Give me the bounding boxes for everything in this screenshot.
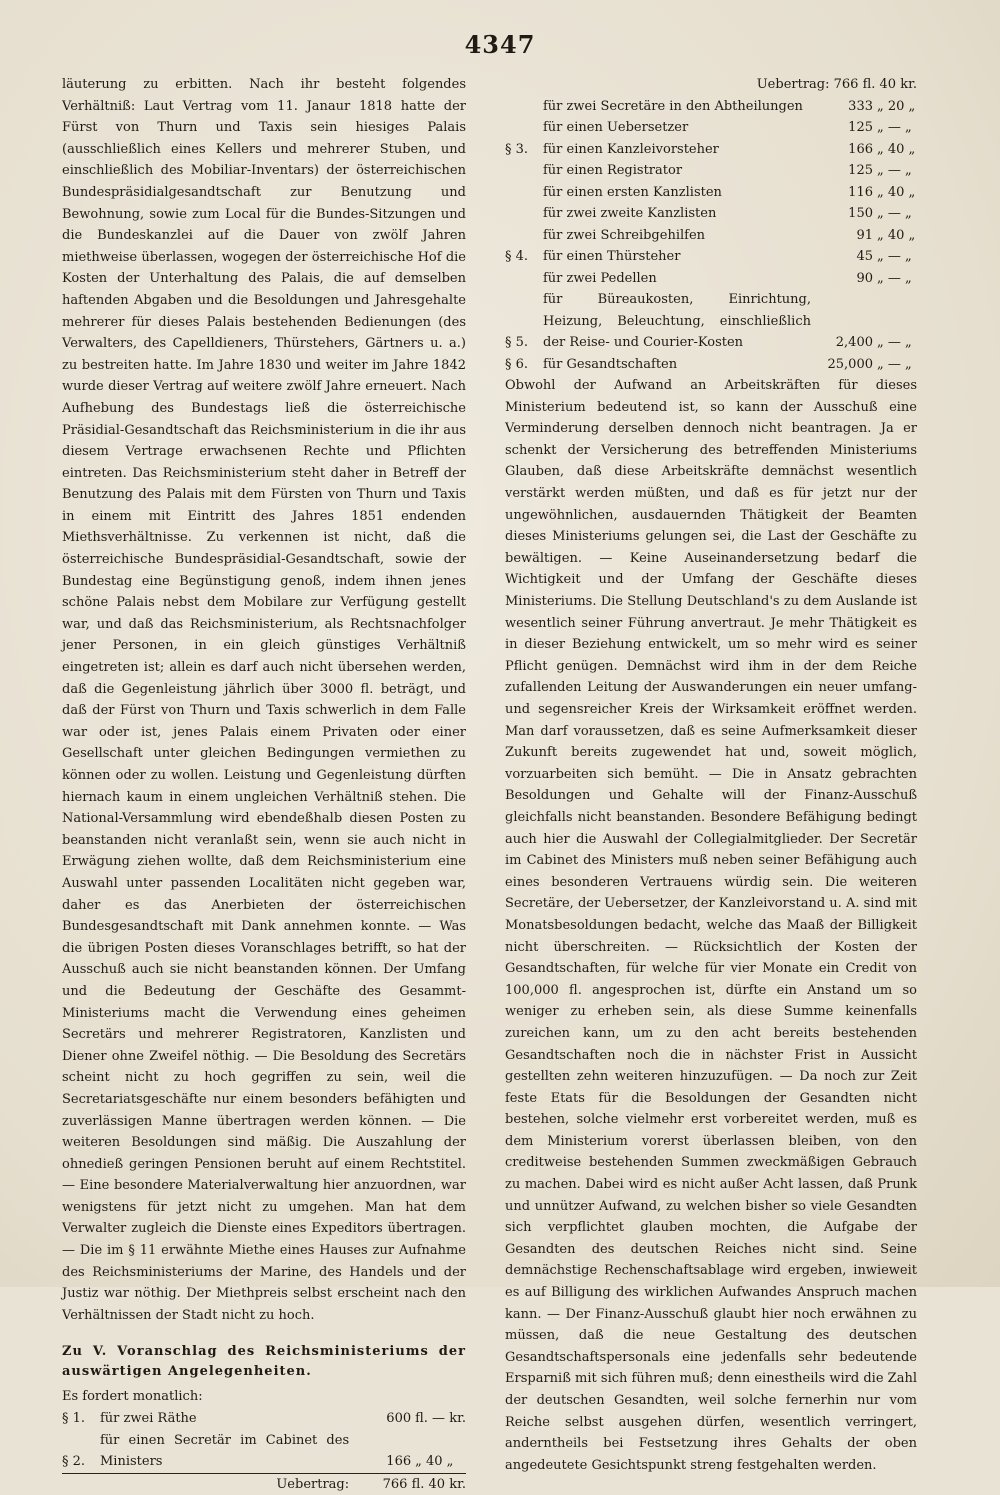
carry-value: 766 fl. 40 kr. [349,1473,466,1495]
budget-amount: 116 [848,184,873,200]
paragraph-number: § 2. [62,1454,86,1470]
paragraph-number [505,96,543,118]
budget-label: für zwei Schreibgehilfen [543,227,706,243]
left-budget-table [62,1408,466,1495]
paragraph-number: § 1. [62,1411,86,1427]
budget-label: für einen Uebersetzer [543,120,689,136]
left-column [62,74,466,1495]
budget-unit: „ 40 „ [877,184,916,200]
budget-row [505,96,917,118]
budget-row [505,354,917,376]
budget-amount: 25,000 [827,356,873,372]
budget-unit: „ — „ [877,120,912,136]
budget-unit: „ 40 „ [877,227,916,243]
budget-unit: „ — „ [877,206,912,222]
budget-unit: „ 40 „ [415,1454,454,1470]
section-heading: Zu V. Voranschlag des Reichsministeriums der auswärtigen Angelegenheiten. [62,1344,466,1380]
budget-label: für einen Registrator [543,163,683,179]
budget-label: für zwei Secretäre in den Abtheilungen [543,98,803,114]
budget-unit: „ — „ [877,356,912,372]
paragraph-number [505,203,543,225]
budget-row [62,1408,466,1430]
budget-unit: fl. — kr. [415,1411,466,1427]
budget-row [505,117,917,139]
budget-label: für Gesandtschaften [543,356,678,372]
budget-label: für einen Thürsteher [543,249,681,265]
right-budget-table [505,96,917,376]
paragraph-number [505,182,543,204]
budget-label: für zwei Räthe [100,1411,197,1427]
budget-amount: 91 [856,227,873,243]
budget-amount: 125 [848,163,873,179]
paragraph-number [505,225,543,247]
budget-label: für zwei Pedellen [543,270,657,286]
budget-label: für einen Secretär im Cabinet des Ministers [100,1432,350,1470]
budget-unit: „ 40 „ [877,141,916,157]
budget-unit: „ — „ [877,270,912,286]
budget-amount: 90 [856,270,873,286]
carry-label: Uebertrag: [756,77,830,92]
paragraph-number [505,160,543,182]
budget-amount: 45 [856,249,873,265]
budget-amount: 166 [848,141,873,157]
budget-row [505,268,917,290]
budget-amount: 600 [386,1411,412,1427]
carry-over-top [505,74,917,96]
budget-amount: 150 [848,206,873,222]
budget-unit: „ — „ [877,163,912,179]
paragraph-number: § 4. [505,249,529,265]
paragraph-number [505,117,543,139]
right-paragraph: Obwohl der Aufwand an Arbeitskräften für dieses Ministerium bedeutend ist, so kann der Ausschuß eine Verminderung derselben dennoch nicht beantragen. Ja er schenkt der Versicherung des betreffenden Ministeriums Glauben, daß diese Arbeitskräfte demnächst wesentlich verstärkt werden müßten, und daß es für jetzt nur der ungewöhnlichen, ausdauernden Thätigkeit der Beamten dieses Ministeriums gelungen sei, die Last der Geschäfte zu bewältigen. — Keine Auseinandersetzung bedarf die Wichtigkeit und der Umfang der Geschäfte dieses Ministeriums. Die Stellung Deutschland's zu dem Auslande ist wesentlich seiner Führung anvertraut. Je mehr Thätigkeit es in dieser Beziehung entwickelt, um so mehr wird es seiner Pflicht genügen. Demnächst wird ihm in der dem Reiche zufallenden Leitung der Auswanderungen ein neuer umfang- und segensreicher Kreis der Wirksamkeit eröffnet werden. Man darf voraussetzen, daß es seine Aufmerksamkeit dieser Zukunft bereits zugewendet hat und, soweit möglich, vorzuarbeiten sich bemüht. — Die in Ansatz gebrachten Besoldungen und Gehalte will der Finanz-Ausschuß gleichfalls nicht beanstanden. Besondere Befähigung bedingt auch hier die Auswahl der Collegialmitglieder. Der Secretär im Cabinet des Ministers muß neben seiner Befähigung auch eines besonderen Vertrauens würdig sein. Die weiteren Secretäre, der Uebersetzer, der Kanzleivorstand u. A. sind mit Monatsbesoldungen bedacht, welche das Maaß der Billigkeit nicht überschreiten. — Rücksichtlich der Kosten der Gesandtschaften, für welche für vier Monate ein Credit von 100,000 fl. angesprochen ist, dürfte ein Anstand um so weniger zu erheben sein, als diese Summe keinenfalls zureichen kann, um zu den acht bereits bestehenden Gesandtschaften noch die in nächster Frist in Aussicht gestellten zehn weiteren hinzuzufügen. — Da noch zur Zeit feste Etats für die Besoldungen der Gesandten nicht bestehen, solche vielmehr erst vorbereitet werden, muß es dem Ministerium vorerst überlassen bleiben, von den creditweise bestehenden Summen zweckmäßigen Gebrauch zu machen. Dabei wird es nicht außer Acht lassen, daß Prunk und unnützer Aufwand, zu welchen bisher so viele Gesandten sich verpflichtet glauben mochten, die Aufgabe der Gesandten des deutschen Reiches nicht sind. Seine demnächstige Rechenschaftsablage wird ergeben, inwieweit es auf Billigung des wirklichen Aufwandes Anspruch machen kann. — Der Finanz-Ausschuß glaubt hier noch erwähnen zu müssen, daß die neue Gestaltung des deutschen Gesandtschaftspersonals eine jedenfalls sehr bedeutende Ersparniß mit sich führen muß; denn einestheils wird die Zahl der deutschen Gesandten, weil solche fernerhin nur vom Reiche selbst ausgehen dürfen, wesentlich verringert, anderntheils bei Festsetzung ihres Gehalts der oben angedeutete Gesichtspunkt streng festgehalten werden. [505,378,917,1473]
budget-label: für zwei zweite Kanzlisten [543,206,717,222]
budget-row [505,246,917,268]
budget-unit: „ 20 „ [877,98,916,114]
page-number: 4347 [464,30,536,59]
budget-row [62,1430,466,1474]
left-paragraph: läuterung zu erbitten. Nach ihr besteht folgendes Verhältniß: Laut Vertrag vom 11. Janaur 1818 hatte der Fürst von Thurn und Taxis sein hiesiges Palais (ausschließlich eines Kellers und mehrerer Stuben, und einschließlich des Mobiliar-Inventars) der österreichischen Bundespräsidialgesandtschaft zur Benutzung und Bewohnung, sowie zum Local für die Bundes-Sitzungen und die Bundeskanzlei auf die Dauer von zwölf Jahren miethweise überlassen, wogegen der österreichische Hof die Kosten der Unterhaltung des Palais, die auf demselben haftenden Abgaben und die Besoldungen und Jahresgehalte mehrerer für dieses Palais bestehenden Bedienungen (des Verwalters, des Capelldieners, Thürstehers, Gärtners u. a.) zu bestreiten hatte. Im Jahre 1830 und weiter im Jahre 1842 wurde dieser Vertrag auf weitere zwölf Jahre erneuert. Nach Aufhebung des Bundestags ließ die österreichische Präsidial-Gesandtschaft das Reichsministerium in die ihr aus diesem Vertrage erwachsenen Rechte und Pflichten eintreten. Das Reichsministerium steht daher in Betreff der Benutzung des Palais mit dem Fürsten von Thurn und Taxis in einem mit Eintritt des Jahres 1851 endenden Miethsverhältnisse. Zu verkennen ist nicht, daß die österreichische Bundespräsidial-Gesandtschaft, sowie der Bundestag eine Begünstigung genoß, indem ihnen jenes schöne Palais nebst dem Mobilare zur Verfügung gestellt war, und daß das Reichsministerium, als Rechtsnachfolger jener Personen, in ein gleich günstiges Verhältniß eingetreten ist; allein es darf auch nicht übersehen werden, daß die Gegenleistung jährlich über 3000 fl. beträgt, und daß der Fürst von Thurn und Taxis schwerlich in dem Falle war oder ist, jenes Palais einem Privaten oder einer Gesellschaft unter gleichen Bedingungen vermiethen zu können oder zu wollen. Leistung und Gegenleistung dürften hiernach kaum in einem ungleichen Verhältniß stehen. Die National-Versammlung wird ebendeßhalb diesen Posten zu beanstanden nicht veranlaßt sein, wenn sie auch nicht in Erwägung ziehen wollte, daß dem Reichsministerium eine Auswahl unter passenden Localitäten nicht gegeben war, daher es das Anerbieten der österreichischen Bundesgesandtschaft mit Dank annehmen konnte. — Was die übrigen Posten dieses Voranschlages betrifft, so hat der Ausschuß auch sie nicht beanstanden können. Der Umfang und die Bedeutung der Geschäfte des Gesammt-Ministeriums macht die Verwendung eines geheimen Secretärs und mehrerer Registratoren, Kanzlisten und Diener ohne Zweifel nöthig. — Die Besoldung des Secretärs scheint nicht zu hoch gegriffen zu sein, weil die Secretariatsgeschäfte nur einem besonders befähigten und zuverlässigen Manne übertragen werden können. — Die weiteren Besoldungen sind mäßig. Die Auszahlung der ohnedieß geringen Pensionen beruht auf einem Rechtstitel. — Eine besondere Materialverwaltung hier anzuordnen, war wenigstens für jetzt nicht zu umgehen. Man hat dem Verwalter zugleich die Dienste eines Expeditors übertragen. — Die im § 11 erwähnte Miethe eines Hauses zur Aufnahme des Reichsministeriums der Marine, des Handels und der Justiz war nöthig. Der Miethpreis selbst erscheint nach den Verhältnissen der Stadt nicht zu hoch. [62,77,466,1323]
budget-label: für Büreaukosten, Einrichtung, Heizung, Beleuchtung, einschließlich der Reise- und Courier-Kosten [543,292,811,351]
paragraph-number [505,268,543,290]
budget-row [505,225,917,247]
budget-amount: 166 [386,1454,412,1470]
budget-amount: 125 [848,120,873,136]
budget-unit: „ — „ [877,249,912,265]
paragraph-number: § 5. [505,335,529,351]
carry-value: 766 fl. 40 kr. [833,77,917,92]
paragraph-number: § 3. [505,141,529,157]
paragraph-number: § 6. [505,356,529,372]
budget-row [505,160,917,182]
budget-label: für einen Kanzleivorsteher [543,141,719,157]
right-column [505,74,917,1476]
budget-row [505,289,917,354]
budget-row [505,139,917,161]
budget-row [505,182,917,204]
carry-over-row [62,1473,466,1495]
budget-row [505,203,917,225]
budget-amount: 2,400 [835,335,873,351]
budget-label: für einen ersten Kanzlisten [543,184,722,200]
budget-amount: 333 [848,98,873,114]
carry-label: Uebertrag: [100,1473,349,1495]
budget-unit: „ — „ [877,335,912,351]
sub-heading: Es fordert monatlich: [62,1389,203,1405]
